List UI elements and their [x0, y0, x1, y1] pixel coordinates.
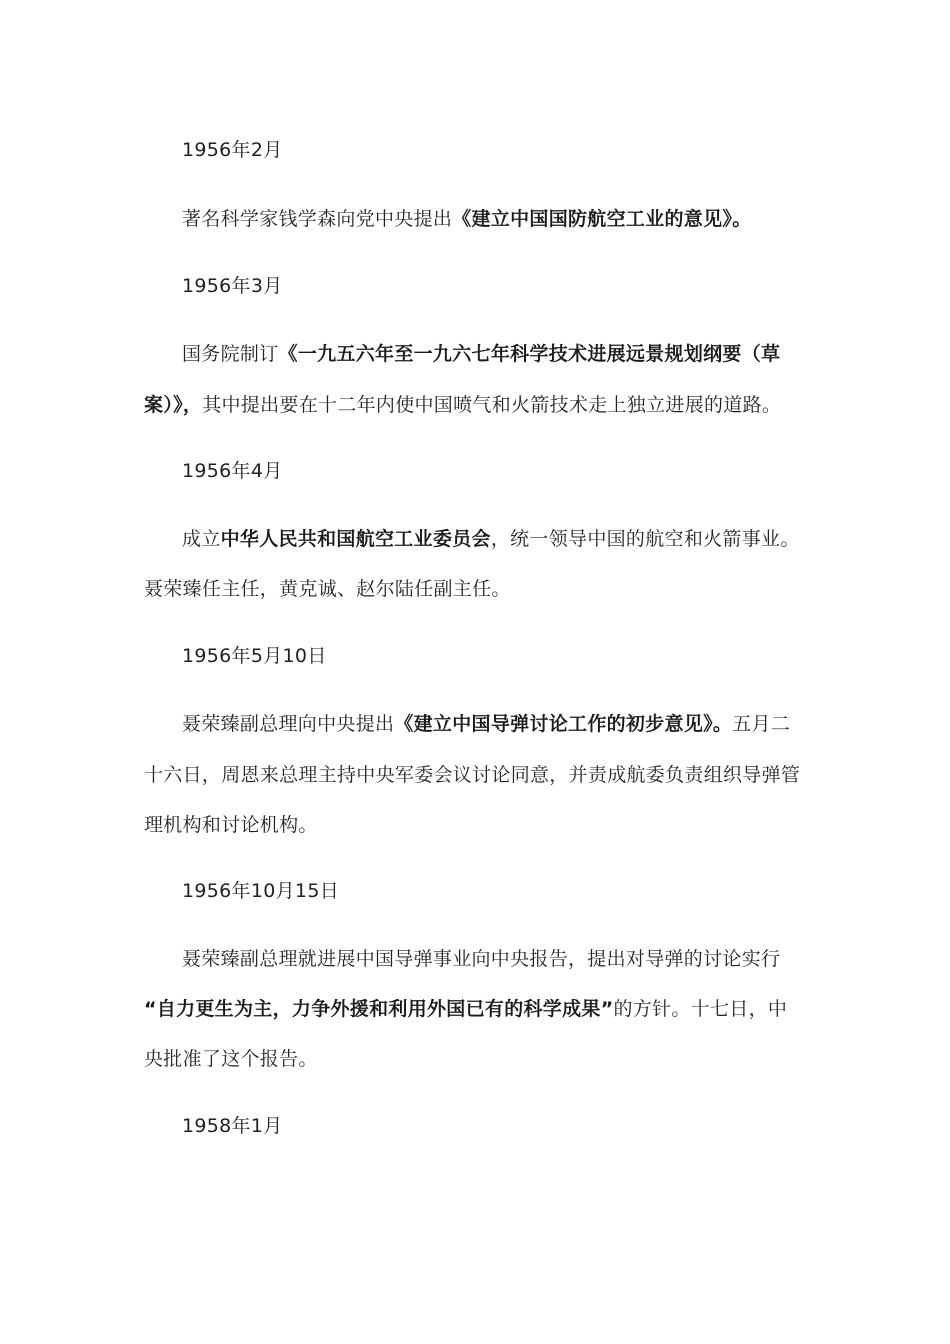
- entry-text-line: [144, 995, 804, 1023]
- bold-text-run: 《一九五六年至一九六七年科学技术进展远景规划纲要（草: [278, 343, 781, 365]
- entry-text-line: [144, 811, 804, 839]
- entry-date: 1956年3月: [182, 275, 283, 297]
- entry-text-line: [182, 340, 802, 368]
- text-run: 央批准了这个报告。: [144, 1048, 318, 1070]
- bold-text-run: 《建立中国导弹讨论工作的初步意见》。: [394, 713, 733, 735]
- bold-text-run: 中华人民共和国航空工业委员会: [220, 528, 491, 550]
- entry-date: 1956年4月: [182, 460, 283, 482]
- entry-text-line: [182, 525, 802, 553]
- entry-text-line: [144, 761, 804, 789]
- text-run: 国务院制订: [182, 343, 279, 365]
- text-run: 理机构和讨论机构。: [144, 814, 318, 836]
- entry-text-line: [182, 945, 802, 973]
- text-run: 聂荣臻副总理就进展中国导弹事业向中央报告，提出对导弹的讨论实行: [182, 948, 781, 970]
- text-run: 聂荣臻任主任，黄克诚、赵尔陆任副主任。: [144, 578, 511, 600]
- text-run: 其中提出要在十二年内使中国喷气和火箭技术走上独立进展的道路。: [202, 394, 782, 416]
- text-run: 著名科学家钱学森向党中央提出: [182, 208, 453, 230]
- entry-date: 1956年2月: [182, 139, 283, 161]
- text-run: 十六日，周恩来总理主持中央军委会议讨论同意，并责成航委负责组织导弹管: [144, 764, 801, 786]
- entry-text-line: [144, 1045, 804, 1073]
- bold-text-run: 《建立中国国防航空工业的意见》。: [452, 208, 752, 230]
- bold-text-run: “自力更生为主，力争外援和利用外国已有的科学成果”: [144, 998, 614, 1020]
- entry-text-line: [144, 575, 804, 603]
- entry-text-line: [182, 710, 802, 738]
- text-run: ，统一领导中国的航空和火箭事业。: [490, 528, 800, 550]
- entry-date: 1956年10月15日: [182, 880, 340, 902]
- entry-date: 1958年1月: [182, 1115, 283, 1137]
- entry-text-line: [182, 205, 802, 233]
- text-run: 五月二: [732, 713, 791, 735]
- entry-date: 1956年5月10日: [182, 645, 327, 667]
- text-run: 聂荣臻副总理向中央提出: [182, 713, 395, 735]
- text-run: 成立: [182, 528, 221, 550]
- bold-text-run: 案）》，: [144, 394, 203, 416]
- text-run: 的方针。十七日，中: [613, 998, 788, 1020]
- entry-text-line: [144, 391, 804, 419]
